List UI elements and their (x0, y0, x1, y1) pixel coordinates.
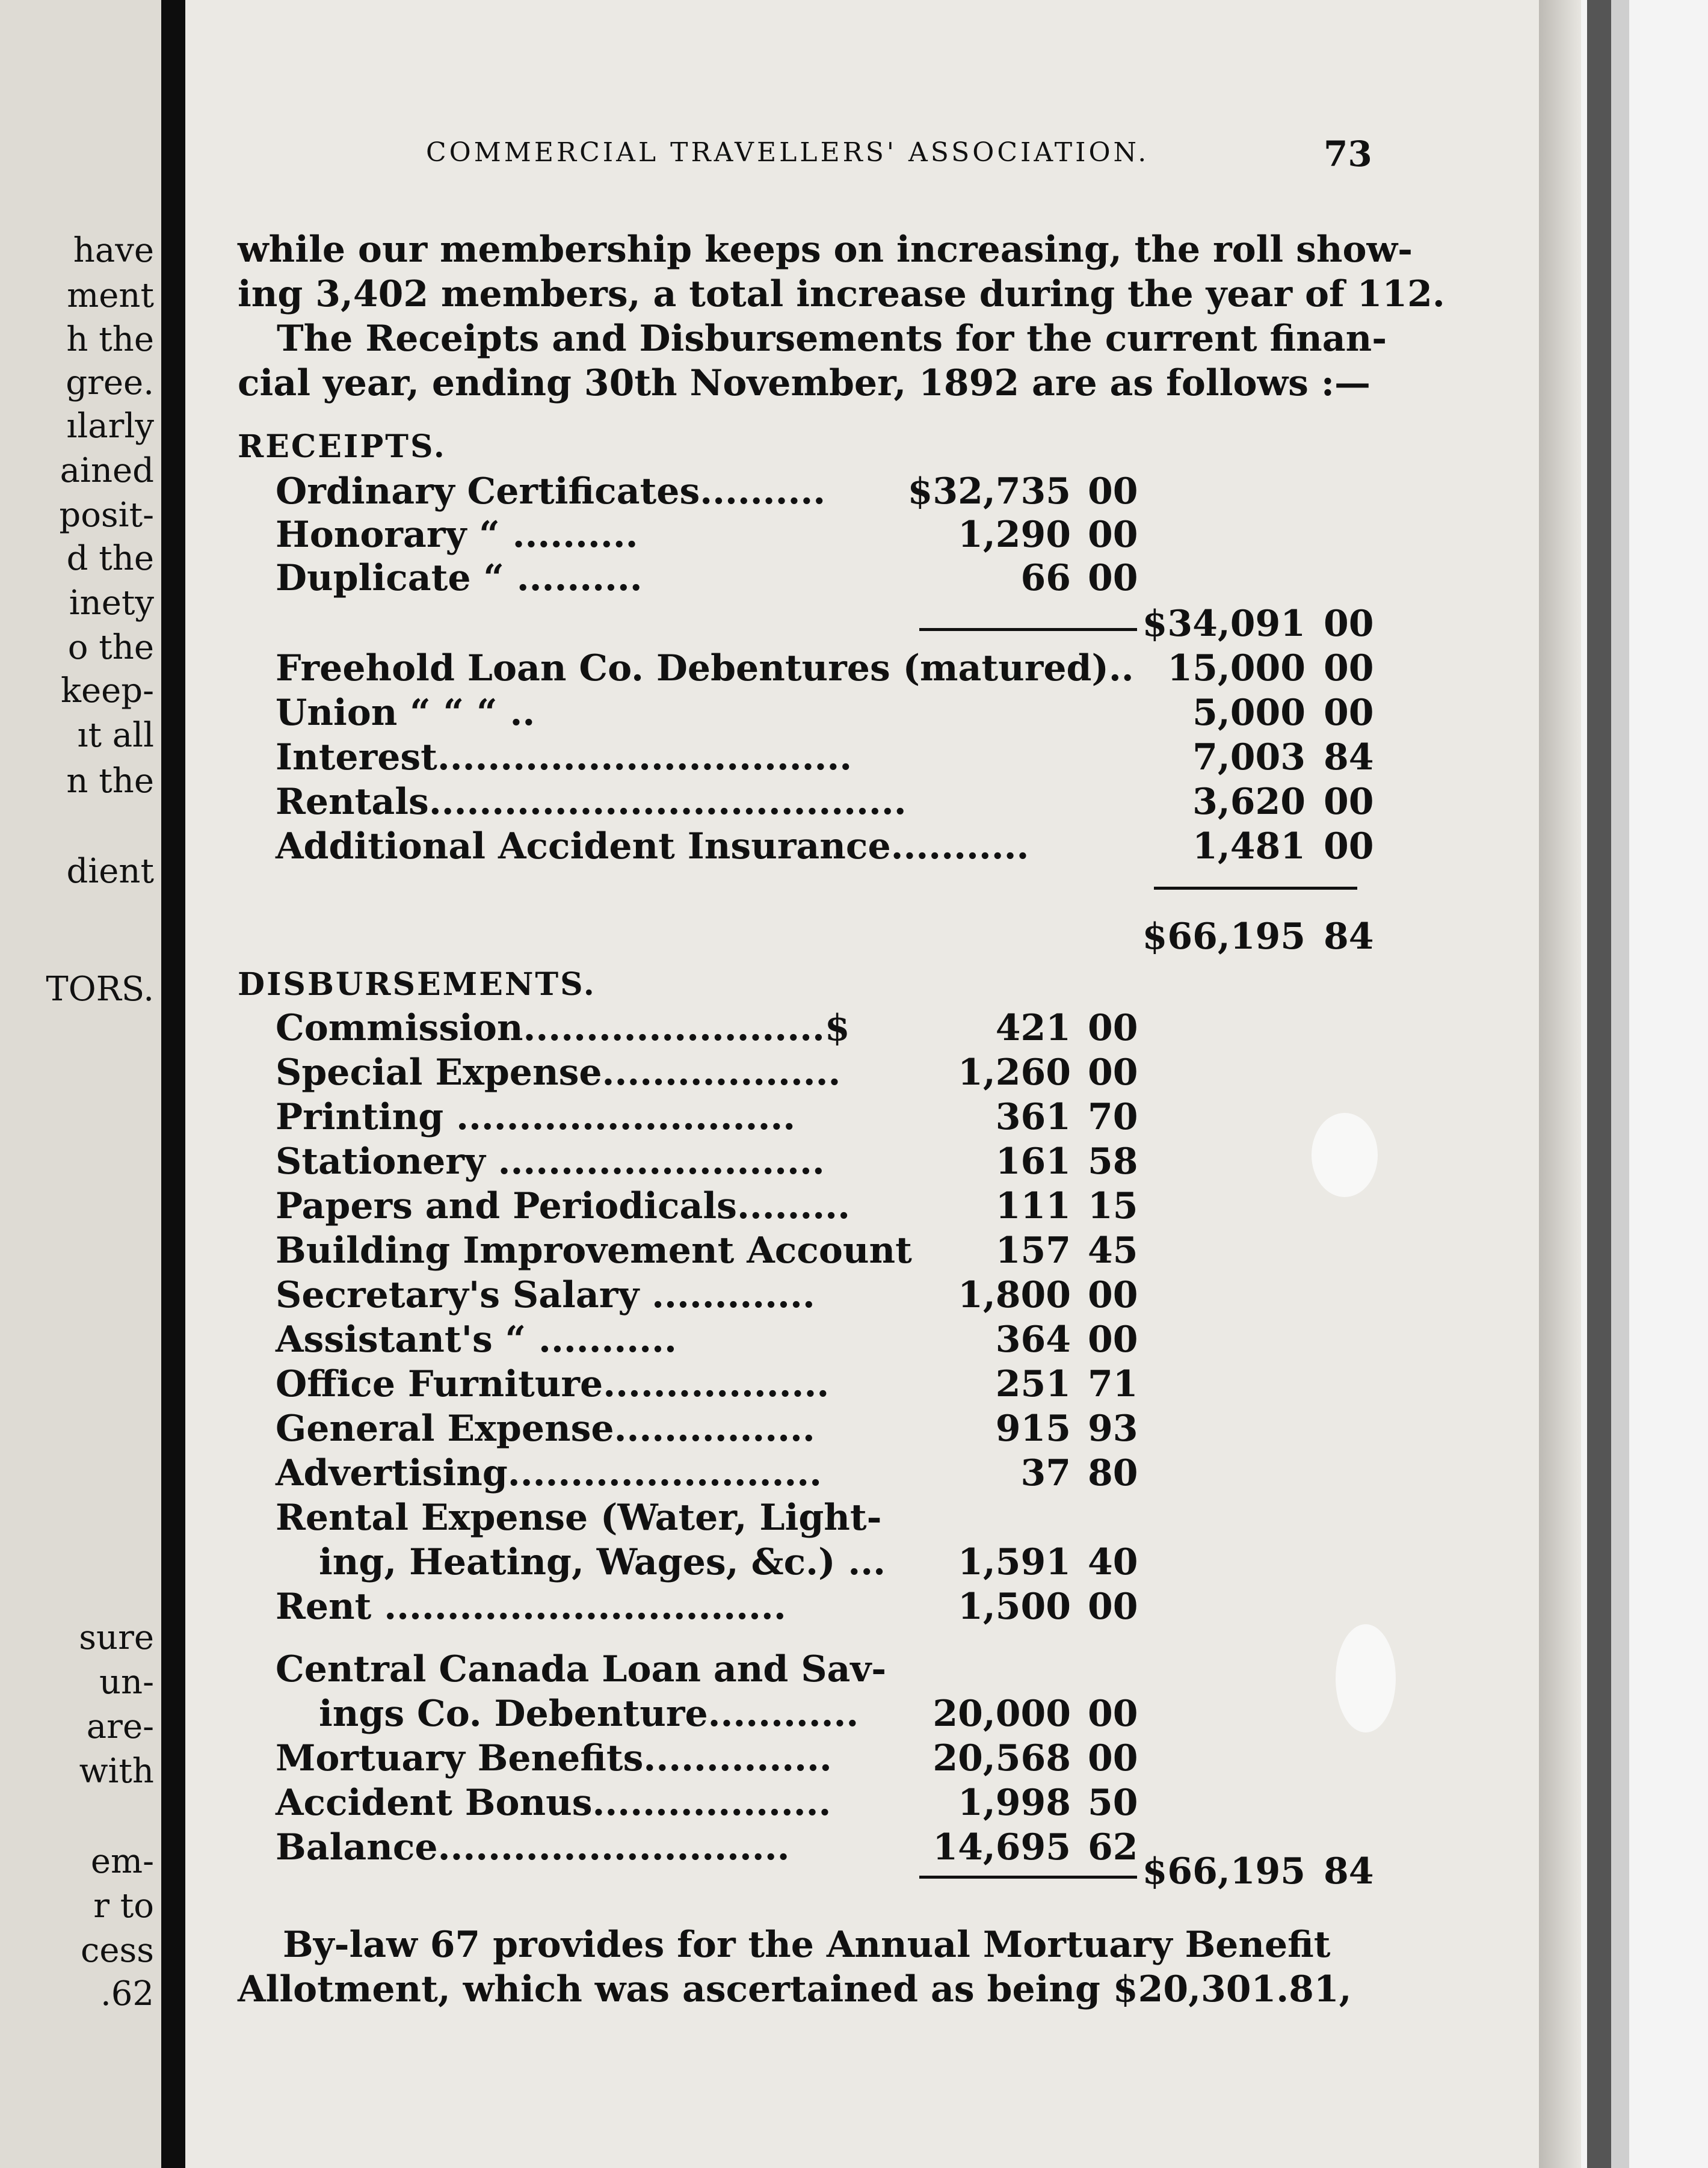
disbursement-item-amount: 915 (995, 1408, 1071, 1450)
disbursement-item-label: General Expense................ (276, 1408, 815, 1450)
receipt-item-label: Duplicate “ .......... (276, 557, 643, 599)
disbursement-item-label: Commission........................$ (276, 1007, 850, 1049)
disbursement-item-label: Secretary's Salary ............. (276, 1274, 815, 1316)
disbursement-item-cents: 00 (1088, 1052, 1138, 1094)
receipt-other-item-label: Freehold Loan Co. Debentures (matured).. (276, 647, 1134, 689)
left-page-line: keep- (61, 671, 154, 710)
disbursement-item-cents: 00 (1088, 1737, 1138, 1779)
disbursement-item-label: Stationery .......................... (276, 1141, 825, 1183)
disbursement-item-label: ings Co. Debenture............ (319, 1693, 859, 1735)
receipts-total-amount: $66,195 (1142, 916, 1306, 958)
disbursement-item-row (0, 1540, 1504, 1584)
receipt-other-item-row (0, 735, 1504, 780)
left-page-line: o the (67, 628, 154, 667)
receipt-other-item-label: Union “ “ “ .. (276, 692, 535, 734)
disbursement-item-amount: 161 (995, 1141, 1071, 1183)
disbursements-heading: DISBURSEMENTS. (238, 966, 596, 1003)
left-page-line: inety (69, 584, 154, 623)
disbursement-item-amount: 1,591 (958, 1541, 1071, 1583)
disbursement-item-row (0, 1228, 1504, 1273)
disbursement-item-cents: 93 (1088, 1408, 1138, 1450)
disbursement-item-row (0, 1095, 1504, 1139)
left-page-line: dient (66, 852, 154, 891)
disbursement-item-amount: 251 (995, 1363, 1071, 1405)
disbursement-item-cents: 45 (1088, 1230, 1138, 1272)
disbursements-total-amount: $66,195 (1142, 1850, 1306, 1892)
receipts-subtotal-row (0, 602, 1504, 646)
receipt-item-amount: 1,290 (958, 514, 1071, 556)
scan-smudge (1336, 1624, 1396, 1732)
disbursement-item-amount: 1,500 (958, 1586, 1071, 1628)
disbursement-item-amount: 1,800 (958, 1274, 1071, 1316)
left-page-line: TORS. (46, 970, 154, 1009)
receipt-item-amount: $32,735 (907, 470, 1071, 513)
intro-line-2: ing 3,402 members, a total increase during the year of 112. (238, 273, 1445, 315)
disbursement-item-label: Balance............................ (276, 1826, 790, 1868)
disbursement-item-amount: 1,260 (958, 1052, 1071, 1094)
disbursement-item-row (0, 1139, 1504, 1184)
disbursement-item-cents: 00 (1088, 1586, 1138, 1628)
receipt-other-item-amount: 3,620 (1192, 781, 1306, 823)
page-number: 73 (1324, 134, 1372, 174)
left-page-line: with (79, 1752, 154, 1791)
disbursement-item-cents: 00 (1088, 1693, 1138, 1735)
disbursement-item-cents: 50 (1088, 1782, 1138, 1824)
left-page-line: h the (66, 320, 154, 359)
footer-line-2: Allotment, which was ascertained as being $20,301.81, (238, 1968, 1352, 2010)
receipt-other-item-amount: 7,003 (1192, 736, 1306, 778)
receipt-item-cents: 00 (1088, 557, 1138, 599)
disbursement-item-amount: 361 (995, 1096, 1071, 1138)
disbursement-item-label: Accident Bonus................... (276, 1782, 831, 1824)
disbursement-item-amount: 14,695 (933, 1826, 1071, 1868)
receipts-subtotal-cents: 00 (1324, 603, 1374, 645)
disbursements-total-cents: 84 (1324, 1850, 1374, 1892)
disbursement-item-amount: 157 (995, 1230, 1071, 1272)
receipt-other-item-label: Interest................................. (276, 736, 852, 778)
left-page-line: ained (60, 451, 154, 490)
left-page-line: sure (79, 1618, 154, 1657)
disbursement-item-cents: 00 (1088, 1274, 1138, 1316)
receipt-other-item-cents: 00 (1324, 825, 1374, 867)
receipts-heading: RECEIPTS. (238, 428, 446, 465)
disbursement-item-row (0, 1006, 1504, 1050)
disbursement-item-label: Office Furniture.................. (276, 1363, 830, 1405)
page-edge (1539, 0, 1708, 2168)
disbursement-item-row (0, 1692, 1504, 1736)
disbursement-item-row (0, 1647, 1504, 1692)
receipt-item-label: Ordinary Certificates.......... (276, 470, 826, 513)
receipt-item-row (0, 513, 1504, 557)
disbursement-item-row (0, 1736, 1504, 1781)
receipt-item-cents: 00 (1088, 514, 1138, 556)
scan-smudge (1312, 1113, 1378, 1197)
receipts-total-cents: 84 (1324, 916, 1374, 958)
disbursement-item-cents: 00 (1088, 1007, 1138, 1049)
total-rule (1154, 887, 1357, 890)
receipt-other-item-label: Rentals...................................... (276, 781, 907, 823)
disbursement-item-row (0, 1451, 1504, 1495)
receipts-subtotal-amount: $34,091 (1142, 603, 1306, 645)
receipt-item-label: Honorary “ .......... (276, 514, 638, 556)
disbursement-item-amount: 20,568 (933, 1737, 1071, 1779)
receipt-other-item-label: Additional Accident Insurance........... (276, 825, 1029, 867)
disbursement-item-cents: 40 (1088, 1541, 1138, 1583)
disbursement-item-row (0, 1495, 1504, 1540)
disbursement-item-cents: 15 (1088, 1185, 1138, 1227)
receipt-other-item-cents: 00 (1324, 781, 1374, 823)
receipt-other-item-row (0, 824, 1504, 869)
disbursement-item-amount: 364 (995, 1319, 1071, 1361)
receipt-other-item-cents: 00 (1324, 692, 1374, 734)
left-page-line: em- (90, 1842, 154, 1881)
left-page-line: ment (67, 276, 154, 315)
disbursement-item-amount: 1,998 (958, 1782, 1071, 1824)
disbursement-item-amount: 111 (995, 1185, 1071, 1227)
disbursement-item-label: Advertising......................... (276, 1452, 822, 1494)
receipt-other-item-cents: 00 (1324, 647, 1374, 689)
receipt-item-cents: 00 (1088, 470, 1138, 513)
receipt-item-row (0, 469, 1504, 514)
disbursement-item-label: Papers and Periodicals......... (276, 1185, 850, 1227)
disbursement-item-label: Assistant's “ ........... (276, 1319, 677, 1361)
disbursement-item-cents: 70 (1088, 1096, 1138, 1138)
left-page-line: have (73, 231, 154, 270)
disbursement-item-row (0, 1050, 1504, 1095)
disbursement-item-row (0, 1584, 1504, 1629)
disbursement-item-amount: 421 (995, 1007, 1071, 1049)
disbursement-item-label: Central Canada Loan and Sav- (276, 1648, 887, 1690)
left-page-line: r to (93, 1886, 154, 1926)
left-page-line: d the (66, 539, 154, 578)
disbursement-item-label: Mortuary Benefits............... (276, 1737, 832, 1779)
receipt-other-item-amount: 15,000 (1167, 647, 1306, 689)
receipt-other-item-amount: 1,481 (1192, 825, 1306, 867)
disbursement-item-label: Building Improvement Account (276, 1230, 912, 1272)
receipt-other-item-row (0, 691, 1504, 735)
receipt-item-amount: 66 (1020, 557, 1071, 599)
disbursement-item-row (0, 1273, 1504, 1317)
left-page-line: cess (81, 1931, 154, 1970)
receipt-other-item-amount: 5,000 (1192, 692, 1306, 734)
intro-line-4: cial year, ending 30th November, 1892 are as follows :— (238, 362, 1370, 404)
left-page-line: posit- (59, 496, 154, 535)
disbursement-item-row (0, 1406, 1504, 1451)
disbursement-item-row (0, 1317, 1504, 1362)
disbursement-item-amount: 20,000 (933, 1693, 1071, 1735)
receipt-other-item-row (0, 646, 1504, 691)
left-page-line: un- (99, 1663, 154, 1702)
receipt-other-item-cents: 84 (1324, 736, 1374, 778)
disbursement-item-label: Rental Expense (Water, Light- (276, 1497, 882, 1539)
running-title: COMMERCIAL TRAVELLERS' ASSOCIATION. (426, 137, 1150, 168)
disbursement-item-label: Printing ........................... (276, 1096, 796, 1138)
disbursement-item-cents: 00 (1088, 1319, 1138, 1361)
disbursement-item-row (0, 1781, 1504, 1825)
footer-line-1: By-law 67 provides for the Annual Mortuary Benefit (283, 1924, 1331, 1966)
left-page-line: gree. (66, 363, 154, 402)
disbursement-item-cents: 58 (1088, 1141, 1138, 1183)
intro-line-1: while our membership keeps on increasing, the roll show- (238, 229, 1413, 271)
intro-line-3: The Receipts and Disbursements for the current finan- (277, 318, 1387, 360)
disbursement-item-label: ing, Heating, Wages, &c.) ... (319, 1541, 886, 1583)
receipt-other-item-row (0, 780, 1504, 824)
disbursements-total-row (0, 1849, 1504, 1894)
left-page-line: ıt all (77, 716, 154, 755)
receipt-item-row (0, 556, 1504, 600)
disbursement-item-label: Special Expense................... (276, 1052, 841, 1094)
left-page-line: ılarly (66, 407, 154, 446)
disbursement-item-cents: 80 (1088, 1452, 1138, 1494)
disbursement-item-row (0, 1362, 1504, 1406)
disbursement-item-amount: 37 (1020, 1452, 1071, 1494)
left-page-line: n the (66, 762, 154, 801)
receipts-total-row (0, 914, 1504, 959)
disbursement-item-cents: 71 (1088, 1363, 1138, 1405)
left-page-line: .62 (100, 1974, 154, 2013)
disbursement-item-label: Rent ................................ (276, 1586, 786, 1628)
disbursement-item-row (0, 1184, 1504, 1228)
disbursement-item-cents: 62 (1088, 1826, 1138, 1868)
left-page-line: are- (86, 1707, 154, 1746)
